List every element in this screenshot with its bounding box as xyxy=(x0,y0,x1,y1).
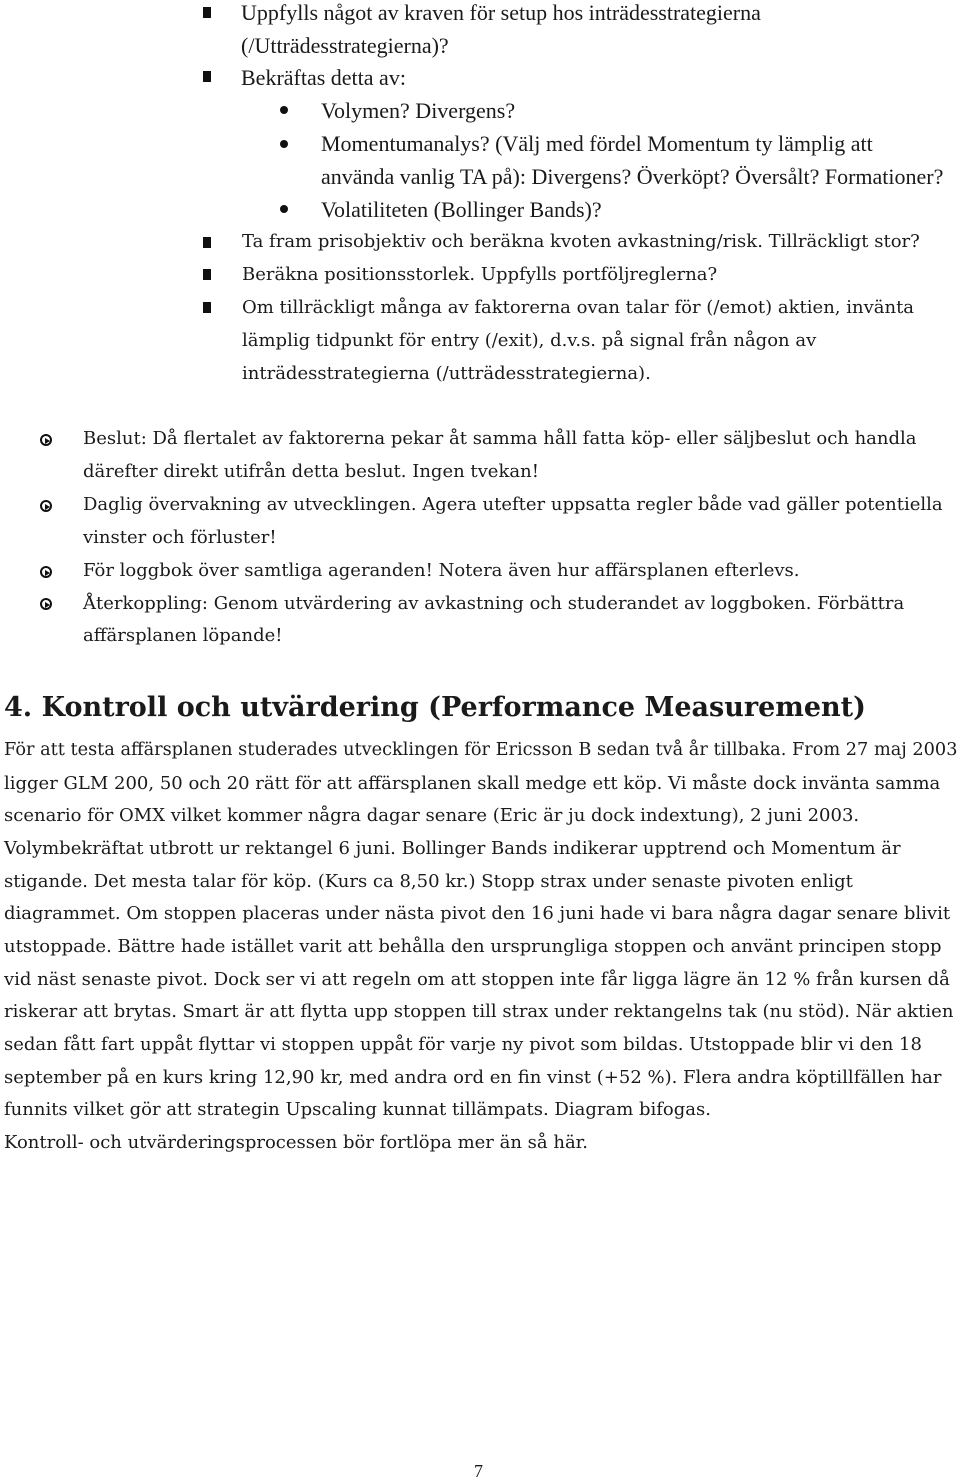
paragraph-line: utstoppade. Bättre hade istället varit att behålla den ursprungliga stoppen och använt principen stopp xyxy=(4,936,942,957)
paragraph-line: riskerar att brytas. Smart är att flytta upp stoppen till strax under rektangelns tak (nu stöd). När aktien xyxy=(4,1001,954,1022)
paragraph-line: september på en kurs kring 12,90 kr, med andra ord en fin vinst (+52 %). Flera andra köptillfällen har xyxy=(4,1067,942,1088)
square-bullet-icon xyxy=(203,269,211,280)
list-item-line: affärsplanen löpande! xyxy=(83,625,283,646)
list-item-line: Om tillräckligt många av faktorerna ovan talar för (/emot) aktien, invänta xyxy=(242,297,915,318)
list-item-line: Volatiliteten (Bollinger Bands)? xyxy=(321,197,602,222)
list-item-line: Bekräftas detta av: xyxy=(241,65,406,90)
section-heading xyxy=(4,694,866,721)
list-item-line: Daglig övervakning av utvecklingen. Agera utefter uppsatta regler både vad gäller potentiella xyxy=(83,494,943,515)
list-item-line: För loggbok över samtliga ageranden! Notera även hur affärsplanen efterlevs. xyxy=(83,560,800,581)
list-item-line: Beslut: Då flertalet av faktorerna pekar åt samma håll fatta köp- eller säljbeslut och handla xyxy=(83,428,917,449)
list-item-line: därefter direkt utifrån detta beslut. Ingen tvekan! xyxy=(83,461,539,482)
square-bullet-icon xyxy=(203,237,211,248)
list-item-line: vinster och förluster! xyxy=(83,527,277,548)
list-item-line: inträdesstrategierna (/utträdesstrategierna). xyxy=(242,363,651,384)
dot-bullet-icon xyxy=(280,140,288,148)
list-item-line: lämplig tidpunkt för entry (/exit), d.v.s. på signal från någon av xyxy=(242,330,817,351)
list-item-line: Volymen? Divergens? xyxy=(321,98,516,123)
section-title: Kontroll och utvärdering (Performance Measurement) xyxy=(41,692,866,723)
square-bullet-icon xyxy=(203,71,211,82)
list-item-line: Beräkna positionsstorlek. Uppfylls portföljreglerna? xyxy=(242,264,718,285)
list-item-line: Momentumanalys? (Välj med fördel Momentum ty lämplig att xyxy=(321,131,873,156)
page-number: 7 xyxy=(474,1461,483,1481)
paragraph-line: Kontroll- och utvärderingsprocessen bör fortlöpa mer än så här. xyxy=(4,1132,589,1153)
list-item-line: Ta fram prisobjektiv och beräkna kvoten avkastning/risk. Tillräckligt stor? xyxy=(242,231,920,252)
list-item-line: (/Utträdesstrategierna)? xyxy=(241,33,449,58)
paragraph-line: Volymbekräftat utbrott ur rektangel 6 juni. Bollinger Bands indikerar upptrend och Momentum är xyxy=(4,838,901,859)
paragraph-line: scenario för OMX vilket kommer några dagar senare (Eric är ju dock indextung), 2 juni 2003. xyxy=(4,805,860,826)
dot-bullet-icon xyxy=(280,205,288,213)
paragraph-line: ligger GLM 200, 50 och 20 rätt för att affärsplanen skall medge ett köp. Vi måste dock invänta samma xyxy=(4,773,941,794)
list-item-line: Uppfylls något av kraven för setup hos inträdesstrategierna xyxy=(241,0,761,25)
arrow-bullet-icon xyxy=(40,566,52,578)
arrow-bullet-icon xyxy=(40,598,52,610)
paragraph-line: För att testa affärsplanen studerades utvecklingen för Ericsson B sedan två år tillbaka. From 27 maj 2003 xyxy=(4,740,958,760)
list-item-line: Återkoppling: Genom utvärdering av avkastning och studerandet av loggboken. Förbättra xyxy=(83,593,905,614)
paragraph-line: vid näst senaste pivot. Dock ser vi att regeln om att stoppen inte får ligga lägre än 12 % från kursen då xyxy=(4,969,950,990)
square-bullet-icon xyxy=(203,7,211,18)
list-item-line: använda vanlig TA på): Divergens? Överköpt? Översålt? Formationer? xyxy=(321,164,944,189)
paragraph-line: funnits vilket gör att strategin Upscaling kunnat tillämpats. Diagram bifogas. xyxy=(4,1099,711,1120)
paragraph-line: diagrammet. Om stoppen placeras under nästa pivot den 16 juni hade vi bara några dagar senare blivit xyxy=(4,903,951,924)
paragraph-line: stigande. Det mesta talar för köp. (Kurs ca 8,50 kr.) Stopp strax under senaste pivoten enligt xyxy=(4,871,853,892)
dot-bullet-icon xyxy=(280,106,288,114)
section-number: 4. xyxy=(4,692,33,723)
arrow-bullet-icon xyxy=(40,500,52,512)
square-bullet-icon xyxy=(203,302,211,313)
paragraph-line: sedan fått fart uppåt flyttar vi stoppen uppåt för varje ny pivot som bildas. Utstoppade blir vi den 18 xyxy=(4,1034,922,1055)
arrow-bullet-icon xyxy=(40,434,52,446)
